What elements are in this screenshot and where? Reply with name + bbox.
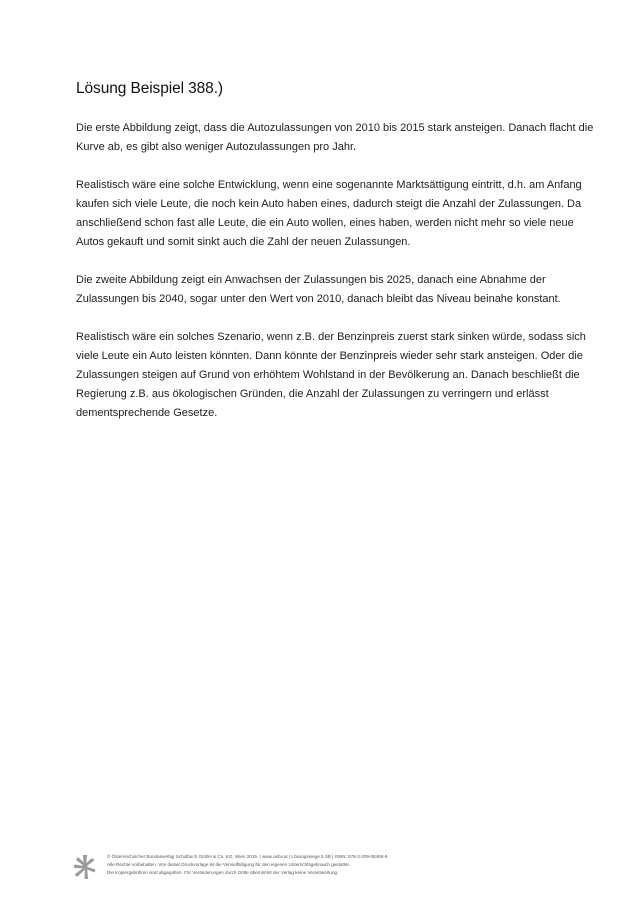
page-title: Lösung Beispiel 388.)	[76, 80, 223, 97]
paragraph-market-saturation: Realistisch wäre eine solche Entwicklung, wenn eine sogenannte Marktsättigung eintritt, d.h. am Anfang kaufen sich viele Leute, die noch kein Auto haben eines, dadurch steigt die Anzahl der Zulassungen. Da anschließend schon fast alle Leute, die ein Auto wollen, eines haben, werden nicht mehr so viele neue Autos gekauft und somit sinkt auch die Zahl der neuen Zulassungen.	[76, 179, 582, 248]
copyright-line-2: Alle Rechte vorbehalten. Von dieser Druckvorlage ist die Vervielfältigung für den eigenen Unterrichtsgebrauch gestattet.	[107, 862, 351, 867]
oebv-star-logo-icon	[74, 855, 96, 879]
solution-text	[76, 119, 596, 442]
copyright-line-1: © Österreichischer Bundesverlag Schulbuch GmbH & Co. KG, Wien 2015. | www.oebv.at | Lösungswege 5 SB | ISBN: 978-3-209-08466-8	[107, 854, 388, 859]
paragraph-scenario: Realistisch wäre ein solches Szenario, wenn z.B. der Benzinpreis zuerst stark sinken würde, sodass sich viele Leute ein Auto leisten könnten. Dann könnte der Benzinpreis wieder sehr stark ansteigen. Oder die Zulassungen steigen auf Grund von erhöhtem Wohlstand in der Bevölkerung an. Danach beschließt die Regierung z.B. aus ökologischen Gründen, die Anzahl der Zulassungen zu verringern und erlässt dementsprechende Gesetze.	[76, 331, 586, 419]
copyright-notice	[107, 853, 567, 877]
paragraph-first-figure: Die erste Abbildung zeigt, dass die Autozulassungen von 2010 bis 2015 stark ansteigen. Danach flacht die Kurve ab, es gibt also weniger Autozulassungen pro Jahr.	[76, 122, 594, 153]
page-footer	[74, 853, 574, 883]
paragraph-second-figure: Die zweite Abbildung zeigt ein Anwachsen der Zulassungen bis 2025, danach eine Abnahme der Zulassungen bis 2040, sogar unter den Wert von 2010, danach bleibt das Niveau beinahe konstant.	[76, 274, 561, 305]
copyright-line-3: Die Kopiergebühren sind abgegolten. Für Veränderungen durch Dritte übernimmt der Verlag keine Verantwortung.	[107, 870, 339, 875]
